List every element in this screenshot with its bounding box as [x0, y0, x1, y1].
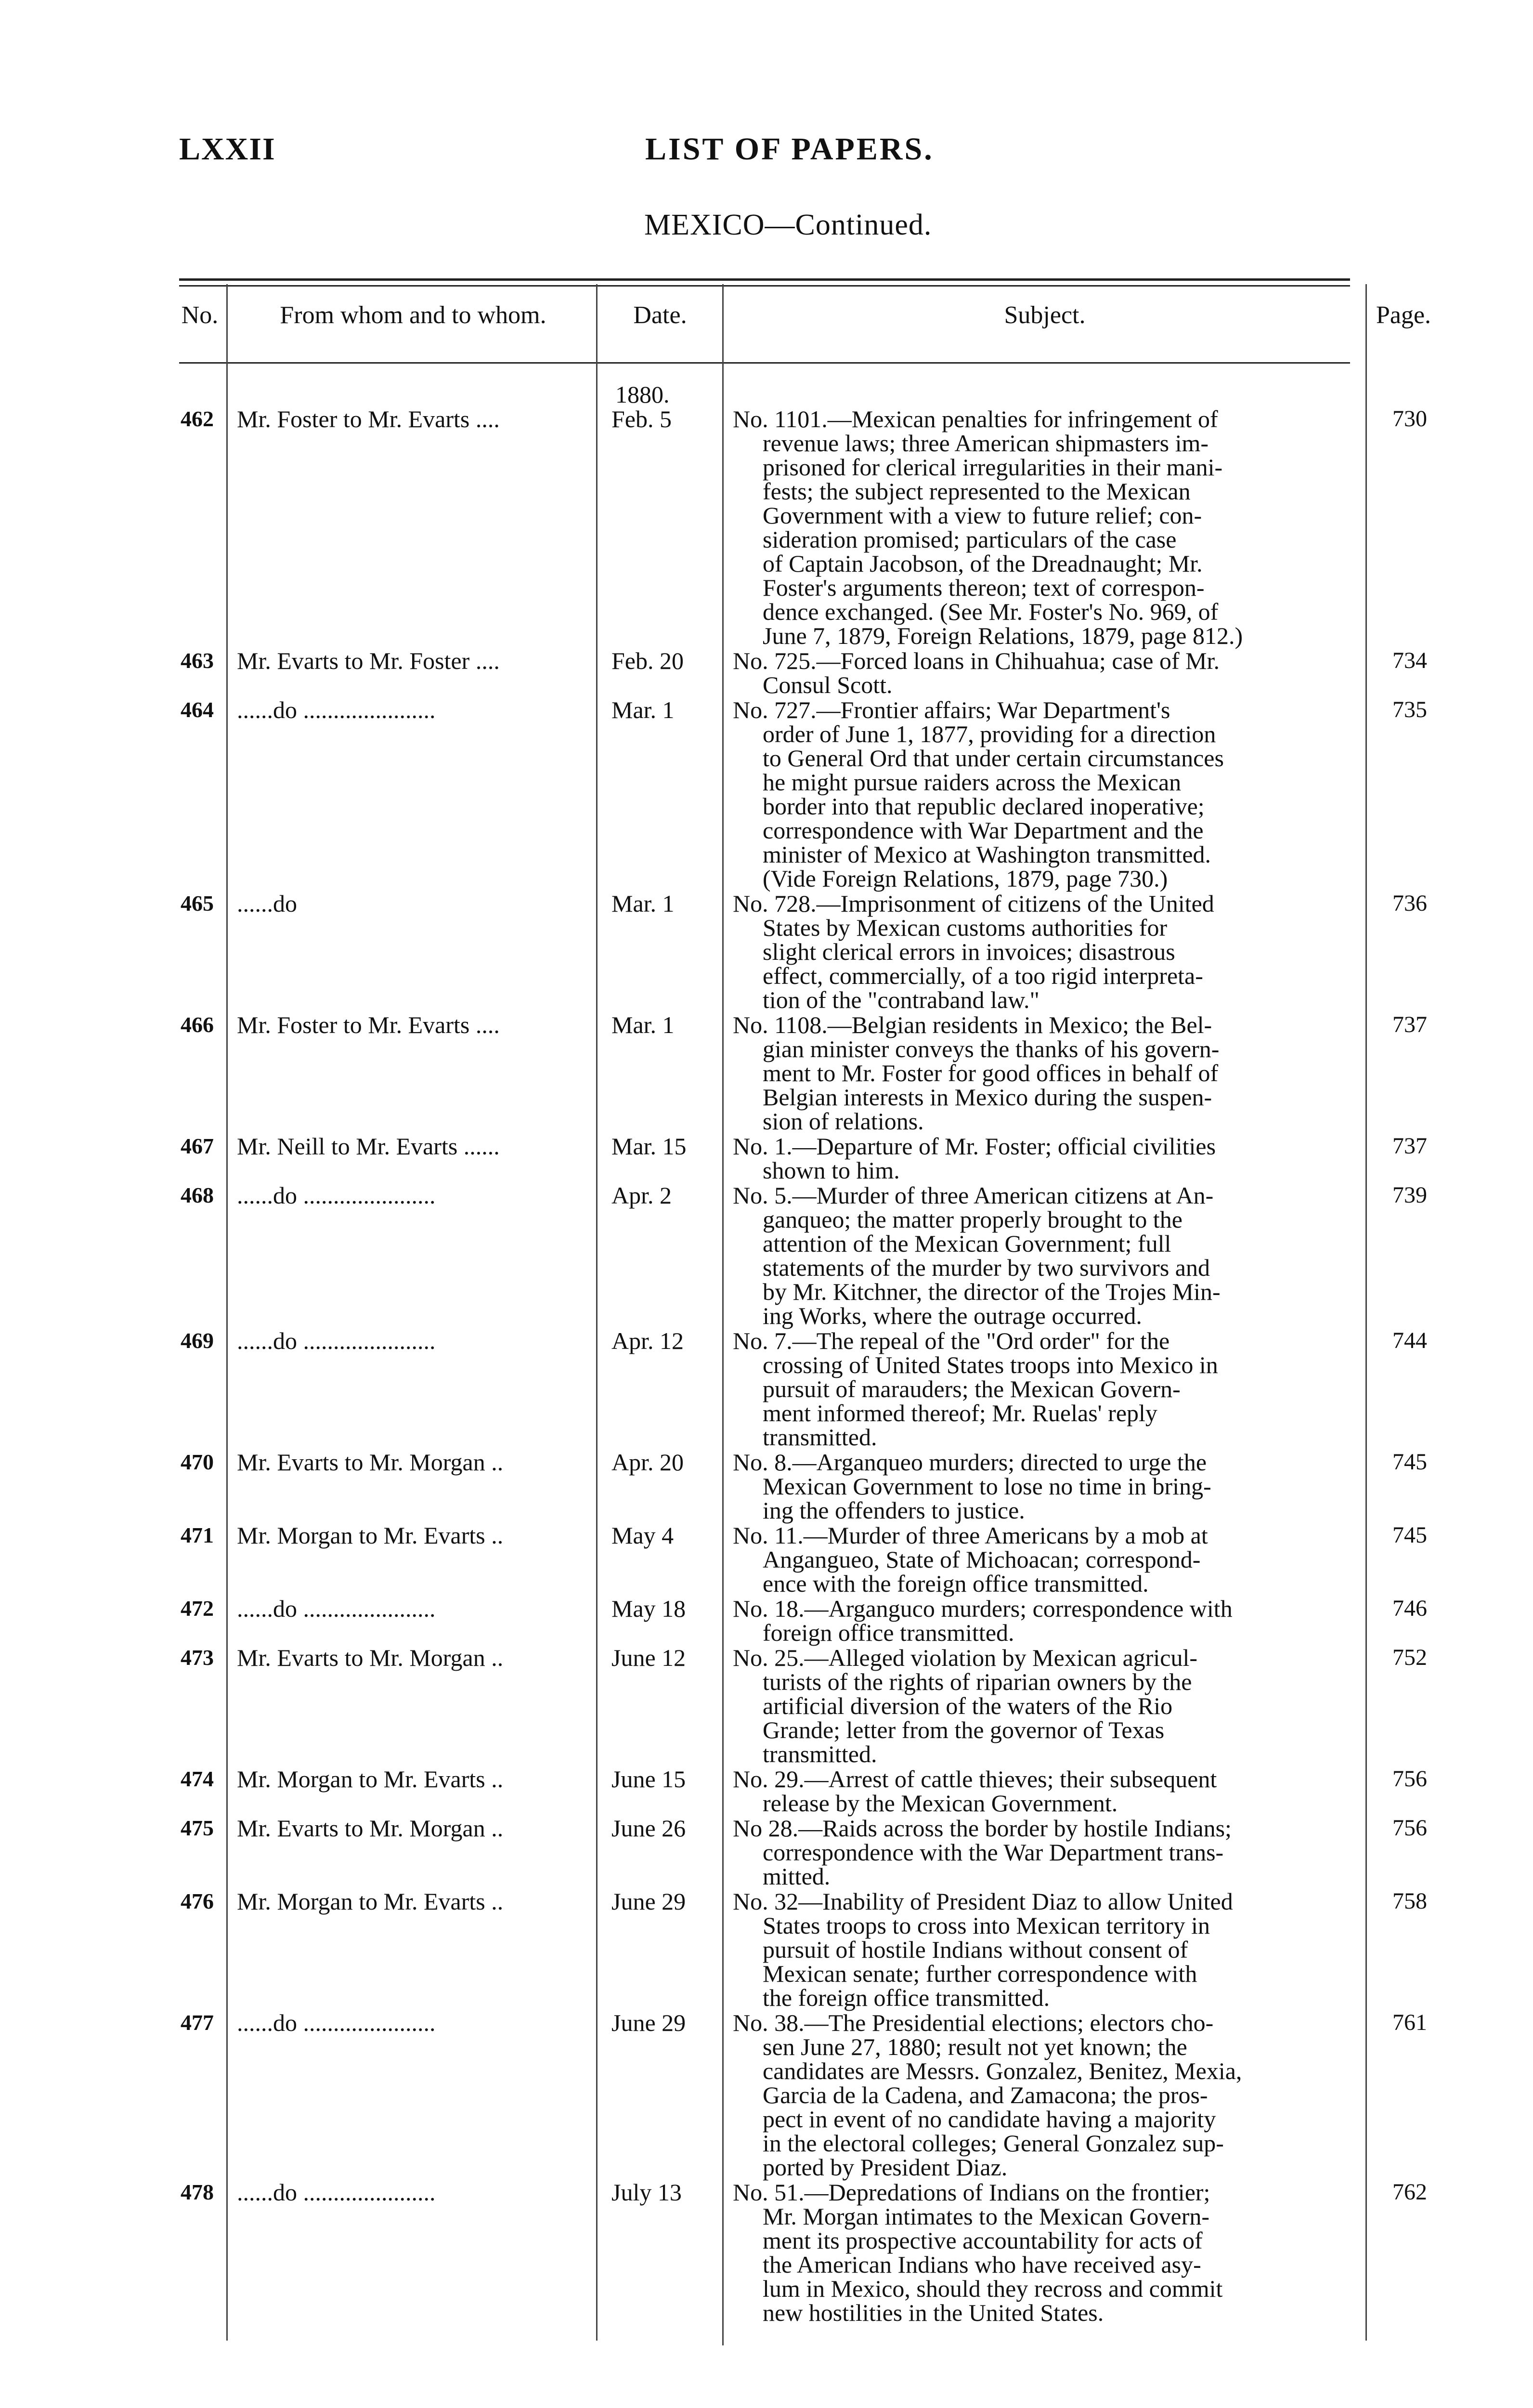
subject-line: No. 725.—Forced loans in Chihuahua; case of Mr. — [733, 647, 1220, 674]
year-label: 1880. — [615, 381, 670, 408]
row-date: June 29 — [611, 2009, 686, 2036]
row-date: Apr. 2 — [611, 1182, 672, 1209]
row-subject — [733, 2011, 1354, 2179]
subject-line: sideration promised; particulars of the case — [763, 526, 1177, 553]
row-subject — [733, 1183, 1354, 1328]
column-divider — [596, 284, 598, 2341]
row-correspondents: ......do — [237, 890, 297, 917]
subject-line: Garcia de la Cadena, and Zamacona; the pros- — [763, 2081, 1208, 2108]
row-correspondents: Mr. Evarts to Mr. Morgan .. — [237, 1815, 504, 1842]
row-date: Apr. 12 — [611, 1327, 684, 1354]
subject-line: order of June 1, 1877, providing for a direction — [763, 720, 1216, 747]
row-correspondents: Mr. Morgan to Mr. Evarts .. — [237, 1888, 504, 1915]
subject-line: (Vide Foreign Relations, 1879, page 730.) — [763, 865, 1168, 892]
subject-line: sen June 27, 1880; result not yet known; the — [763, 2033, 1187, 2060]
subject-line: ing the offenders to justice. — [763, 1497, 1025, 1524]
row-subject — [733, 1450, 1354, 1522]
row-page: 756 — [1392, 1766, 1427, 1792]
row-date: Feb. 20 — [611, 647, 684, 674]
row-date: May 18 — [611, 1595, 686, 1622]
column-header-subject: Subject. — [1004, 301, 1086, 329]
row-number: 468 — [181, 1183, 214, 1207]
row-date: Mar. 1 — [611, 1011, 675, 1038]
subject-line: of Captain Jacobson, of the Dreadnaught; Mr. — [763, 550, 1203, 577]
subject-line: mitted. — [763, 1863, 831, 1890]
subject-line: No. 7.—The repeal of the "Ord order" for the — [733, 1327, 1170, 1354]
subject-line: ment informed thereof; Mr. Ruelas' reply — [763, 1400, 1157, 1426]
subject-line: No. 1101.—Mexican penalties for infringement of — [733, 406, 1218, 432]
subject-line: dence exchanged. (See Mr. Foster's No. 969, of — [763, 598, 1219, 625]
header-rule — [179, 362, 1350, 364]
row-number: 471 — [181, 1523, 214, 1547]
subject-line: new hostilities in the United States. — [763, 2299, 1104, 2326]
row-number: 466 — [181, 1012, 214, 1037]
row-page: 746 — [1392, 1596, 1427, 1621]
row-subject — [733, 2180, 1354, 2325]
row-correspondents: Mr. Evarts to Mr. Morgan .. — [237, 1449, 504, 1476]
subject-line: the American Indians who have received asy- — [763, 2251, 1201, 2278]
subject-line: States troops to cross into Mexican territory in — [763, 1912, 1210, 1939]
row-number: 463 — [181, 648, 214, 673]
row-page: 745 — [1392, 1449, 1427, 1475]
row-page: 752 — [1392, 1645, 1427, 1670]
row-page: 730 — [1392, 406, 1427, 432]
subject-line: Grande; letter from the governor of Texas — [763, 1716, 1165, 1743]
subject-line: crossing of United States troops into Mexico in — [763, 1351, 1218, 1378]
subject-line: turists of the rights of riparian owners by the — [763, 1668, 1192, 1695]
subject-line: Mexican Government to lose no time in bring- — [763, 1473, 1211, 1500]
subject-line: minister of Mexico at Washington transmitted. — [763, 841, 1211, 868]
subject-line: pursuit of marauders; the Mexican Govern- — [763, 1375, 1181, 1402]
subject-line: No. 11.—Murder of three Americans by a mob at — [733, 1522, 1208, 1549]
subject-line: artificial diversion of the waters of the Rio — [763, 1692, 1173, 1719]
subject-line: in the electoral colleges; General Gonzalez sup- — [763, 2130, 1224, 2157]
row-date: May 4 — [611, 1522, 674, 1549]
subject-line: revenue laws; three American shipmasters im- — [763, 430, 1209, 457]
subject-line: the foreign office transmitted. — [763, 1984, 1050, 2011]
column-divider — [1365, 284, 1367, 2341]
subject-line: ment its prospective accountability for acts of — [763, 2227, 1203, 2254]
subject-line: No. 25.—Alleged violation by Mexican agricul- — [733, 1644, 1198, 1671]
subject-line: ganqueo; the matter properly brought to the — [763, 1206, 1182, 1233]
row-date: July 13 — [611, 2179, 682, 2206]
subject-line: slight clerical errors in invoices; disastrous — [763, 938, 1175, 965]
subject-line: No. 51.—Depredations of Indians on the frontier; — [733, 2179, 1210, 2206]
row-subject — [733, 1013, 1354, 1133]
subject-line: No. 32—Inability of President Diaz to allow United — [733, 1888, 1233, 1915]
row-number: 472 — [181, 1596, 214, 1621]
row-correspondents: Mr. Foster to Mr. Evarts .... — [237, 1011, 500, 1038]
row-number: 478 — [181, 2180, 214, 2204]
row-date: Mar. 15 — [611, 1133, 687, 1160]
row-date: Apr. 20 — [611, 1449, 684, 1476]
subject-line: fests; the subject represented to the Mexican — [763, 478, 1191, 505]
row-correspondents: ......do ...................... — [237, 1327, 436, 1354]
subject-line: No. 1108.—Belgian residents in Mexico; the Bel- — [733, 1011, 1212, 1038]
subject-line: to General Ord that under certain circumstances — [763, 745, 1224, 772]
subject-line: statements of the murder by two survivors and — [763, 1254, 1210, 1281]
row-subject — [733, 1523, 1354, 1596]
subject-line: Consul Scott. — [763, 671, 893, 698]
subject-line: lum in Mexico, should they recross and commit — [763, 2275, 1223, 2302]
row-number: 467 — [181, 1134, 214, 1158]
row-subject — [733, 891, 1354, 1012]
subject-line: shown to him. — [763, 1157, 900, 1184]
row-subject — [733, 649, 1354, 697]
row-correspondents: Mr. Foster to Mr. Evarts .... — [237, 406, 500, 432]
row-correspondents: Mr. Evarts to Mr. Morgan .. — [237, 1644, 504, 1671]
row-subject — [733, 1134, 1354, 1182]
running-title: LIST OF PAPERS. — [645, 131, 934, 167]
subject-line: No. 727.—Frontier affairs; War Department's — [733, 696, 1170, 723]
subject-line: No. 38.—The Presidential elections; electors cho- — [733, 2009, 1214, 2036]
subject-line: foreign office transmitted. — [763, 1619, 1014, 1646]
subject-line: No. 8.—Arganqueo murders; directed to urge the — [733, 1449, 1207, 1476]
row-date: Mar. 1 — [611, 696, 675, 723]
row-subject — [733, 1329, 1354, 1449]
subject-line: sion of relations. — [763, 1108, 924, 1135]
row-page: 735 — [1392, 697, 1427, 722]
row-subject — [733, 1816, 1354, 1888]
row-number: 465 — [181, 891, 214, 916]
section-title: MEXICO—Continued. — [644, 209, 932, 241]
row-number: 474 — [181, 1767, 214, 1791]
subject-line: Government with a view to future relief; con- — [763, 502, 1202, 529]
column-divider — [226, 284, 228, 2341]
row-page: 756 — [1392, 1815, 1427, 1841]
subject-line: No. 29.—Arrest of cattle thieves; their subsequent — [733, 1766, 1217, 1793]
row-date: June 15 — [611, 1766, 686, 1793]
subject-line: Belgian interests in Mexico during the suspen- — [763, 1084, 1212, 1111]
row-page: 737 — [1392, 1012, 1427, 1037]
row-page: 762 — [1392, 2179, 1427, 2205]
row-page: 744 — [1392, 1328, 1427, 1353]
column-header-no: No. — [181, 301, 219, 329]
subject-line: release by the Mexican Government. — [763, 1790, 1118, 1817]
subject-line: ment to Mr. Foster for good offices in behalf of — [763, 1060, 1219, 1086]
row-correspondents: ......do ...................... — [237, 1182, 436, 1209]
subject-line: No. 728.—Imprisonment of citizens of the United — [733, 890, 1214, 917]
row-date: June 29 — [611, 1888, 686, 1915]
row-correspondents: Mr. Neill to Mr. Evarts ...... — [237, 1133, 500, 1160]
row-page: 736 — [1392, 890, 1427, 916]
subject-line: gian minister conveys the thanks of his govern- — [763, 1035, 1220, 1062]
column-header-who: From whom and to whom. — [280, 301, 546, 329]
subject-line: tion of the "contraband law." — [763, 986, 1039, 1013]
row-correspondents: ......do ...................... — [237, 696, 436, 723]
subject-line: attention of the Mexican Government; full — [763, 1230, 1171, 1257]
row-correspondents: Mr. Evarts to Mr. Foster .... — [237, 647, 500, 674]
subject-line: Angangueo, State of Michoacan; correspond- — [763, 1546, 1201, 1573]
subject-line: Mexican senate; further correspondence with — [763, 1960, 1197, 1987]
row-correspondents: Mr. Morgan to Mr. Evarts .. — [237, 1766, 504, 1793]
row-number: 476 — [181, 1889, 214, 1913]
column-header-date: Date. — [633, 301, 687, 329]
row-number: 462 — [181, 406, 214, 431]
top-rule — [179, 278, 1350, 281]
row-correspondents: ......do ...................... — [237, 2179, 436, 2206]
row-date: Mar. 1 — [611, 890, 675, 917]
subject-line: June 7, 1879, Foreign Relations, 1879, page 812.) — [763, 622, 1243, 649]
row-page: 739 — [1392, 1182, 1427, 1208]
subject-line: he might pursue raiders across the Mexican — [763, 769, 1182, 796]
row-page: 761 — [1392, 2010, 1427, 2035]
row-page: 745 — [1392, 1522, 1427, 1548]
row-subject — [733, 1646, 1354, 1766]
subject-line: States by Mexican customs authorities for — [763, 914, 1168, 941]
row-subject — [733, 407, 1354, 648]
row-date: June 26 — [611, 1815, 686, 1842]
row-number: 470 — [181, 1450, 214, 1474]
row-subject — [733, 1889, 1354, 2010]
subject-line: ported by President Diaz. — [763, 2154, 1008, 2181]
top-rule-thin — [179, 285, 1350, 287]
subject-line: by Mr. Kitchner, the director of the Trojes Min- — [763, 1278, 1221, 1305]
subject-line: No. 5.—Murder of three American citizens at An- — [733, 1182, 1214, 1209]
column-divider — [722, 284, 724, 2345]
row-number: 469 — [181, 1328, 214, 1353]
row-subject — [733, 1767, 1354, 1815]
subject-line: border into that republic declared inoperative; — [763, 793, 1205, 820]
row-subject — [733, 1597, 1354, 1645]
row-number: 477 — [181, 2010, 214, 2035]
subject-line: Mr. Morgan intimates to the Mexican Govern- — [763, 2203, 1210, 2230]
row-correspondents: Mr. Morgan to Mr. Evarts .. — [237, 1522, 504, 1549]
row-page: 758 — [1392, 1888, 1427, 1914]
subject-line: ence with the foreign office transmitted. — [763, 1570, 1149, 1597]
subject-line: correspondence with the War Department trans- — [763, 1839, 1224, 1866]
subject-line: pect in event of no candidate having a majority — [763, 2106, 1216, 2133]
column-header-page: Page. — [1376, 301, 1431, 329]
subject-line: No. 1.—Departure of Mr. Foster; official civilities — [733, 1133, 1216, 1160]
subject-line: effect, commercially, of a too rigid interpreta- — [763, 962, 1203, 989]
row-subject — [733, 698, 1354, 890]
subject-line: transmitted. — [763, 1741, 877, 1767]
row-date: Feb. 5 — [611, 406, 672, 432]
subject-line: prisoned for clerical irregularities in their mani- — [763, 454, 1223, 481]
subject-line: correspondence with War Department and the — [763, 817, 1204, 844]
row-number: 464 — [181, 697, 214, 722]
subject-line: ing Works, where the outrage occurred. — [763, 1302, 1142, 1329]
row-page: 737 — [1392, 1133, 1427, 1159]
subject-line: Foster's arguments thereon; text of correspon- — [763, 574, 1205, 601]
row-date: June 12 — [611, 1644, 686, 1671]
row-number: 475 — [181, 1816, 214, 1840]
subject-line: pursuit of hostile Indians without consent of — [763, 1936, 1188, 1963]
subject-line: No 28.—Raids across the border by hostile Indians; — [733, 1815, 1232, 1842]
page-folio: LXXII — [179, 131, 276, 167]
row-correspondents: ......do ...................... — [237, 1595, 436, 1622]
row-number: 473 — [181, 1645, 214, 1670]
row-page: 734 — [1392, 648, 1427, 673]
row-correspondents: ......do ...................... — [237, 2009, 436, 2036]
subject-line: transmitted. — [763, 1424, 877, 1451]
subject-line: candidates are Messrs. Gonzalez, Benitez, Mexia, — [763, 2057, 1242, 2084]
subject-line: No. 18.—Arganguco murders; correspondence with — [733, 1595, 1233, 1622]
